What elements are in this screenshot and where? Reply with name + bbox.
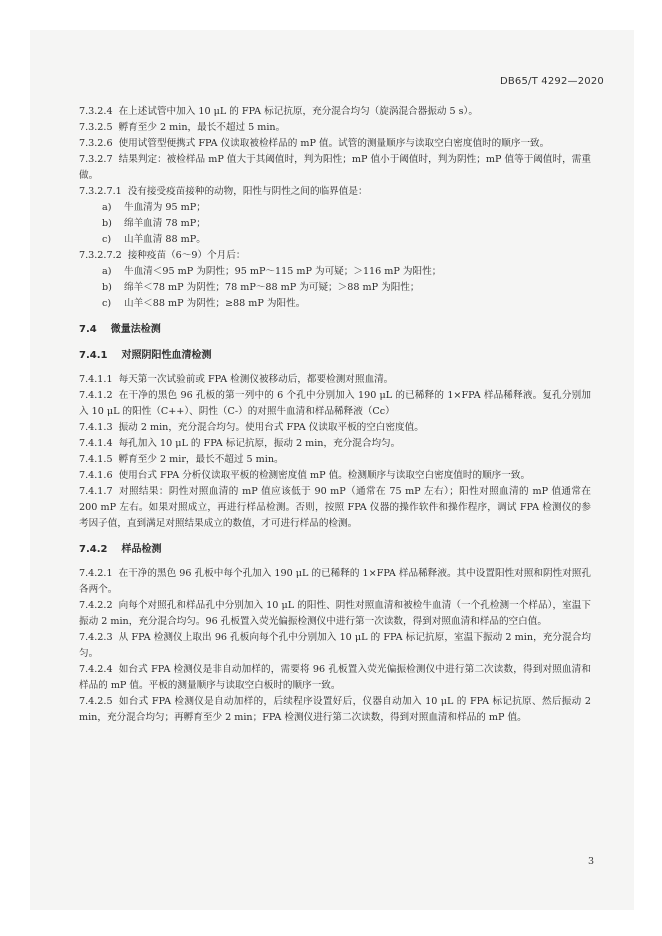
- clause-paragraph: [79, 184, 591, 200]
- list-marker: a): [102, 266, 112, 277]
- list-marker: b): [102, 218, 112, 229]
- clause-number: 7.4.2.2: [79, 600, 113, 611]
- clause-paragraph: [79, 136, 591, 152]
- clause-text: 每孔加入 10 μL 的 FPA 标记抗原，振动 2 min，充分混合均匀。: [118, 438, 401, 449]
- clause-text: 每天第一次试验前或 FPA 检测仪被移动后，都要检测对照血清。: [118, 374, 394, 385]
- list-marker: b): [102, 282, 112, 293]
- clause-number: 7.3.2.7: [79, 154, 113, 165]
- section-title: 样品检测: [121, 544, 162, 555]
- clause-number: 7.4.1.6: [79, 470, 113, 481]
- clause-paragraph: [79, 388, 591, 420]
- list-item: [79, 232, 591, 248]
- clause-paragraph: [79, 104, 591, 120]
- clause-paragraph: [79, 598, 591, 630]
- clause-number: 7.4.1.4: [79, 438, 113, 449]
- clause-paragraph: [79, 694, 591, 726]
- clause-text: 振动 2 min，充分混合均匀。使用台式 FPA 仪读取平板的空白密度值。: [118, 422, 424, 433]
- clause-text: 使用试管型便携式 FPA 仪读取被检样品的 mP 值。试管的测量顺序与读取空白密度值时的顺序一致。: [118, 138, 550, 149]
- list-item-text: 山羊＜88 mP 为阴性；≥88 mP 为阳性。: [124, 298, 306, 309]
- clause-text: 如台式 FPA 检测仪是自动加样的，后续程序设置好后，仪器自动加入 10 μL 的 FPA 标记抗原、然后振动 2 min，充分混合均匀；再孵育至少 2 min；FPA 检测仪进行第二次读数，得到对照血清和样品的 mP 值。: [79, 696, 591, 723]
- page-number: 3: [587, 856, 594, 867]
- list-item: [79, 280, 591, 296]
- section-heading: [79, 348, 591, 364]
- list-item: [79, 264, 591, 280]
- clause-text: 在干净的黑色 96 孔板中每个孔加入 190 μL 的已稀释的 1×FPA 样品稀释液。其中设置阳性对照和阴性对照孔各两个。: [79, 568, 591, 595]
- clause-number: 7.4.2.5: [79, 696, 113, 707]
- clause-number: 7.4.1.3: [79, 422, 113, 433]
- section-title: 微量法检测: [110, 324, 161, 335]
- list-item-text: 山羊血清 88 mP。: [124, 234, 206, 245]
- clause-number: 7.4.2.1: [79, 568, 113, 579]
- section-number: 7.4: [79, 324, 97, 335]
- clause-text: 结果判定：被检样品 mP 值大于其阈值时，判为阳性；mP 值小于阈值时，判为阴性；mP 值等于阈值时，需重做。: [79, 154, 591, 181]
- list-item-text: 绵羊血清 78 mP；: [124, 218, 206, 229]
- section-title: 对照阴阳性血清检测: [121, 350, 212, 361]
- document-code: DB65/T 4292—2020: [499, 76, 604, 87]
- clause-number: 7.3.2.4: [79, 106, 113, 117]
- section-heading: [79, 322, 591, 338]
- clause-text: 对照结果：阴性对照血清的 mP 值应该低于 90 mP（通常在 75 mP 左右）；阳性对照血清的 mP 值通常在 200 mP 左右。如果对照成立，再进行样品检测。否则，按照 FPA 仪器的操作软件和操作程序，调试 FPA 检测仪的参考因子值，直到满足对照结果成立的数值，才可进行样品的检测。: [79, 486, 591, 529]
- section-heading: [79, 542, 591, 558]
- clause-text: 在干净的黑色 96 孔板的第一列中的 6 个孔中分别加入 190 μL 的已稀释的 1×FPA 样品稀释液。复孔分别加入 10 μL 的阳性（C++）、阴性（C-）的对照牛血清和样品稀释液（Cc）: [79, 390, 591, 417]
- clause-number: 7.3.2.7.1: [79, 186, 122, 197]
- clause-number: 7.4.2.3: [79, 632, 113, 643]
- list-marker: c): [102, 298, 112, 309]
- list-item: [79, 216, 591, 232]
- clause-number: 7.4.1.7: [79, 486, 113, 497]
- list-item-text: 牛血清为 95 mP；: [124, 202, 206, 213]
- clause-number: 7.4.2.4: [79, 664, 113, 675]
- list-marker: a): [102, 202, 112, 213]
- clause-paragraph: [79, 484, 591, 532]
- list-item-text: 牛血清＜95 mP 为阴性；95 mP～115 mP 为可疑；＞116 mP 为阳性；: [124, 266, 442, 277]
- clause-text: 没有接受疫苗接种的动物，阳性与阴性之间的临界值是：: [127, 186, 368, 197]
- list-marker: c): [102, 234, 112, 245]
- clause-text: 向每个对照孔和样品孔中分别加入 10 μL 的阳性、阴性对照血清和被检牛血清（一个孔检测一个样品），室温下振动 2 min，充分混合均匀。96 孔板置入荧光偏振检测仪中进行第一次读数，得到对照血清和样品的空白值。: [79, 600, 591, 627]
- clause-paragraph: [79, 630, 591, 662]
- clause-paragraph: [79, 420, 591, 436]
- list-item-text: 绵羊＜78 mP 为阴性；78 mP～88 mP 为可疑；＞88 mP 为阳性；: [124, 282, 420, 293]
- clause-paragraph: [79, 468, 591, 484]
- clause-number: 7.3.2.7.2: [79, 250, 122, 261]
- clause-number: 7.4.1.5: [79, 454, 113, 465]
- clause-paragraph: [79, 436, 591, 452]
- clause-text: 孵育至少 2 mir，最长不超过 5 min。: [118, 454, 284, 465]
- section-number: 7.4.2: [79, 544, 108, 555]
- document-body: [79, 104, 591, 726]
- section-number: 7.4.1: [79, 350, 108, 361]
- list-item: [79, 296, 591, 312]
- clause-paragraph: [79, 248, 591, 264]
- clause-text: 孵育至少 2 min，最长不超过 5 min。: [118, 122, 286, 133]
- clause-paragraph: [79, 120, 591, 136]
- clause-text: 从 FPA 检测仪上取出 96 孔板向每个孔中分别加入 10 μL 的 FPA 标记抗原，室温下振动 2 min，充分混合均匀。: [79, 632, 591, 659]
- clause-number: 7.3.2.5: [79, 122, 113, 133]
- clause-paragraph: [79, 372, 591, 388]
- clause-text: 如台式 FPA 检测仪是非自动加样的，需要将 96 孔板置入荧光偏振检测仪中进行第二次读数，得到对照血清和样品的 mP 值。平板的测量顺序与读取空白板时的顺序一致。: [79, 664, 591, 691]
- clause-number: 7.4.1.2: [79, 390, 113, 401]
- clause-paragraph: [79, 452, 591, 468]
- clause-paragraph: [79, 152, 591, 184]
- clause-paragraph: [79, 566, 591, 598]
- clause-number: 7.4.1.1: [79, 374, 113, 385]
- list-item: [79, 200, 591, 216]
- clause-text: 接种疫苗（6～9）个月后：: [127, 250, 246, 261]
- clause-number: 7.3.2.6: [79, 138, 113, 149]
- clause-text: 在上述试管中加入 10 μL 的 FPA 标记抗原，充分混合均匀（旋涡混合器振动 5 s）。: [118, 106, 478, 117]
- clause-paragraph: [79, 662, 591, 694]
- clause-text: 使用台式 FPA 分析仪读取平板的检测密度值 mP 值。检测顺序与读取空白密度值时的顺序一致。: [118, 470, 531, 481]
